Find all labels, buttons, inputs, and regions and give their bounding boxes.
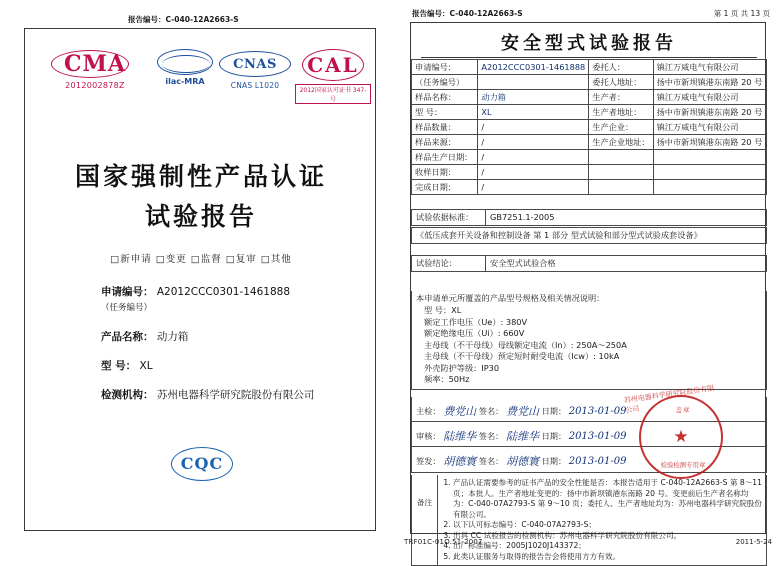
info-key-2: 委托人地址： xyxy=(589,75,653,90)
signature-role-label: 主检： xyxy=(416,406,441,416)
info-value-2: 镇江万威电气有限公司 xyxy=(653,90,766,105)
field-test-institution-value: 苏州电器科学研究院股份有限公司 xyxy=(156,389,315,401)
left-report-number: 报告编号：C-040-12A2663-S xyxy=(128,15,239,24)
field-test-institution xyxy=(101,388,377,402)
table-row xyxy=(412,90,767,105)
info-value: A2012CCC0301-1461888 xyxy=(478,60,589,75)
info-key: （任务编号） xyxy=(412,75,478,90)
signature-date-label: 日期： xyxy=(541,406,567,416)
cma-logo-ring xyxy=(51,50,129,78)
footer-form-code: TRF01C-01O.51-2007 xyxy=(404,538,483,546)
left-title-line-2: 试验报告 xyxy=(144,202,257,231)
info-key-2 xyxy=(589,180,653,195)
info-value: / xyxy=(478,180,589,195)
conclusion-value: 安全型式试验合格 xyxy=(486,256,767,272)
remarks-label: 备注 xyxy=(412,475,438,565)
info-value: / xyxy=(478,135,589,150)
info-value-2 xyxy=(653,180,766,195)
table-row xyxy=(412,165,767,180)
info-key: 完成日期： xyxy=(412,180,478,195)
list-item: 1. 产品认证需要参考的证书产品的安全性能是否：本报告适用于 C-040-12A2663-S 第 8～11 页；本批人。生产者地址变更的：扬中市新坝镇港东南路 20 号。变更前后生产者名称均为：C-040-07A2793-S 第 9～10 页；委托人、生产者地址均为：苏州电器科学研究院股份有限公司。 xyxy=(453,478,762,520)
table-row xyxy=(412,105,767,120)
info-key-2 xyxy=(589,150,653,165)
list-item: 5. 此类认证服务与取得的报告告会将使用方方有效。 xyxy=(453,552,762,563)
certification-logos-row xyxy=(37,47,367,123)
info-key-2 xyxy=(589,165,653,180)
list-item: 2. 以下认可标志编号：C-040-07A2793-S； xyxy=(453,520,762,531)
table-row xyxy=(412,210,767,226)
table-row xyxy=(412,120,767,135)
cal-logo-code: 2012国家认可证书 347-号 xyxy=(295,84,371,104)
info-value-2: 扬中市新坝镇港东南路 20 号 xyxy=(653,105,766,120)
signature-name: 胡德寰 xyxy=(443,455,477,468)
table-row xyxy=(412,256,767,272)
list-item: 额定工作电压（Ue）: 380V xyxy=(424,316,528,327)
info-value-2 xyxy=(653,150,766,165)
signature-date: 2013-01-09 xyxy=(568,431,627,442)
signature-sign-label: 签名： xyxy=(478,406,504,416)
title-divider xyxy=(421,57,757,58)
standard-value: GB7251.1-2005 xyxy=(486,210,767,226)
info-value xyxy=(478,75,589,90)
info-value: / xyxy=(478,165,589,180)
info-value-2: 镇江万威电气有限公司 xyxy=(653,60,766,75)
table-row xyxy=(412,228,767,244)
ilac-logo-text: ilac-MRA xyxy=(165,77,205,86)
info-value: XL xyxy=(478,105,589,120)
signature-handwriting: 陆维华 xyxy=(505,430,539,443)
table-row xyxy=(412,75,767,90)
standard-name-table xyxy=(411,227,767,244)
info-key: 收样日期： xyxy=(412,165,478,180)
field-application-no-value: A2012CCC0301-1461888 xyxy=(156,286,291,298)
info-value-2: 扬中市新坝镇港东南路 20 号 xyxy=(653,75,766,90)
info-value-2 xyxy=(653,165,766,180)
field-application-no-label: 申请编号： xyxy=(101,286,154,298)
info-key: 样品来源： xyxy=(412,135,478,150)
list-item: 3. 出具 CC 试验报告的检测机构：苏州电器科学研究院股份有限公司。 xyxy=(453,531,762,542)
info-value-2: 镇江万威电气有限公司 xyxy=(653,120,766,135)
signature-role-label: 签发： xyxy=(416,456,441,466)
field-model-label: 型 号： xyxy=(101,360,137,372)
left-title-line-1: 国家强制性产品认证 xyxy=(74,162,327,191)
signature-date: 2013-01-09 xyxy=(568,406,627,417)
info-value: / xyxy=(478,120,589,135)
signature-handwriting: 费党山 xyxy=(505,405,539,418)
conclusion-label: 试验结论： xyxy=(412,256,486,272)
info-key-2: 委托人： xyxy=(589,60,653,75)
applicant-info-table xyxy=(411,59,767,195)
field-product-name-label: 产品名称： xyxy=(101,331,154,343)
field-product-name xyxy=(101,330,377,344)
table-row xyxy=(412,60,767,75)
standard-label: 试验依据标准： xyxy=(412,210,486,226)
right-document-page xyxy=(404,8,772,561)
seal-top-text: 盖章 xyxy=(675,406,691,414)
ilac-logo-ellipse xyxy=(157,49,213,75)
left-document-page xyxy=(10,14,388,544)
cnas-logo-code: CNAS L1020 xyxy=(230,81,280,90)
cnas-logo xyxy=(217,51,293,90)
signature-date-label: 日期： xyxy=(541,431,567,441)
field-application-no-sublabel: （任务编号） xyxy=(101,303,153,313)
product-spec-block xyxy=(411,291,767,390)
signature-date-label: 日期： xyxy=(541,456,567,466)
remarks-content xyxy=(438,475,766,565)
left-page-frame xyxy=(24,28,376,531)
list-item: 4. 出厂标准编号：2005J1020J143372； xyxy=(453,541,762,552)
info-key: 申请编号： xyxy=(412,60,478,75)
table-row xyxy=(412,135,767,150)
right-page-number: 第 1 页 共 13 页 xyxy=(713,9,770,18)
cma-logo-text: CMA xyxy=(64,51,126,77)
cal-logo-text: CAL xyxy=(302,49,364,81)
signature-handwriting: 胡德寰 xyxy=(505,455,539,468)
info-value: / xyxy=(478,150,589,165)
product-spec-list xyxy=(416,305,762,386)
info-key-2: 生产者地址： xyxy=(589,105,653,120)
list-item: 型 号：XL xyxy=(424,305,462,315)
institution-stamp-text: 苏州电器科学研究院股份有限公司 xyxy=(623,384,715,415)
cma-logo-code: 2012002878Z xyxy=(65,81,125,90)
seal-bottom-text: 检验检测专用章 xyxy=(660,461,706,469)
info-key-2: 生产企业地址： xyxy=(589,135,653,150)
remarks-list xyxy=(442,478,762,562)
signature-name: 陆维华 xyxy=(443,430,477,443)
info-key: 型 号： xyxy=(412,105,478,120)
info-key: 样品名称： xyxy=(412,90,478,105)
cnas-logo-text: CNAS xyxy=(219,51,291,77)
list-item: 外壳防护等级：IP30 xyxy=(424,362,500,373)
ilac-mra-logo xyxy=(155,49,215,86)
product-spec-header: 本申请单元所覆盖的产品型号规格及相关情况说明： xyxy=(416,293,605,303)
standard-table xyxy=(411,209,767,226)
remarks-block xyxy=(411,475,767,566)
table-row xyxy=(412,180,767,195)
list-item: 主母线（不干母线）母线额定电流（In）: 250A～250A xyxy=(424,339,627,350)
cal-logo xyxy=(295,49,371,105)
cma-logo xyxy=(49,53,141,90)
left-page-title xyxy=(25,157,377,237)
conclusion-table xyxy=(411,255,767,272)
star-icon: ★ xyxy=(673,427,689,447)
info-value: 动力箱 xyxy=(478,90,589,105)
cqc-logo: CQC xyxy=(171,447,233,481)
list-item: 额定绝缘电压（Ui）: 660V xyxy=(424,328,525,338)
signature-sign-label: 签名： xyxy=(478,456,504,466)
application-type-checkboxes[interactable]: □新申请 □变更 □监督 □复审 □其他 xyxy=(110,254,292,265)
field-model xyxy=(101,359,377,373)
list-item: 主母线（不干母线）预定短时耐受电流（Icw）: 10kA xyxy=(424,351,620,361)
signature-role-label: 审核： xyxy=(416,431,441,441)
standard-name: 《低压成套开关设备和控制设备 第 1 部分 型式试验和部分型式试验成套设备》 xyxy=(412,228,767,244)
field-model-value: XL xyxy=(139,360,153,372)
field-test-institution-label: 检测机构： xyxy=(101,389,154,401)
list-item: 频率：50Hz xyxy=(424,374,470,384)
field-application-no xyxy=(101,285,377,315)
right-report-number: 报告编号：C-040-12A2663-S xyxy=(412,9,523,18)
table-row xyxy=(412,150,767,165)
signature-sign-label: 签名： xyxy=(478,431,504,441)
official-red-seal xyxy=(639,395,723,479)
footer-date: 2011-5-24 xyxy=(735,538,772,546)
signature-name: 费党山 xyxy=(443,405,477,418)
info-key-2: 生产企业： xyxy=(589,120,653,135)
signature-date: 2013-01-09 xyxy=(568,456,627,467)
info-key-2: 生产者： xyxy=(589,90,653,105)
right-page-title: 安全型式试验报告 xyxy=(501,33,677,54)
info-value-2: 扬中市新坝镇港东南路 20 号 xyxy=(653,135,766,150)
left-field-list xyxy=(101,285,377,417)
info-key: 样品生产日期： xyxy=(412,150,478,165)
info-key: 样品数量： xyxy=(412,120,478,135)
field-product-name-value: 动力箱 xyxy=(156,331,189,343)
